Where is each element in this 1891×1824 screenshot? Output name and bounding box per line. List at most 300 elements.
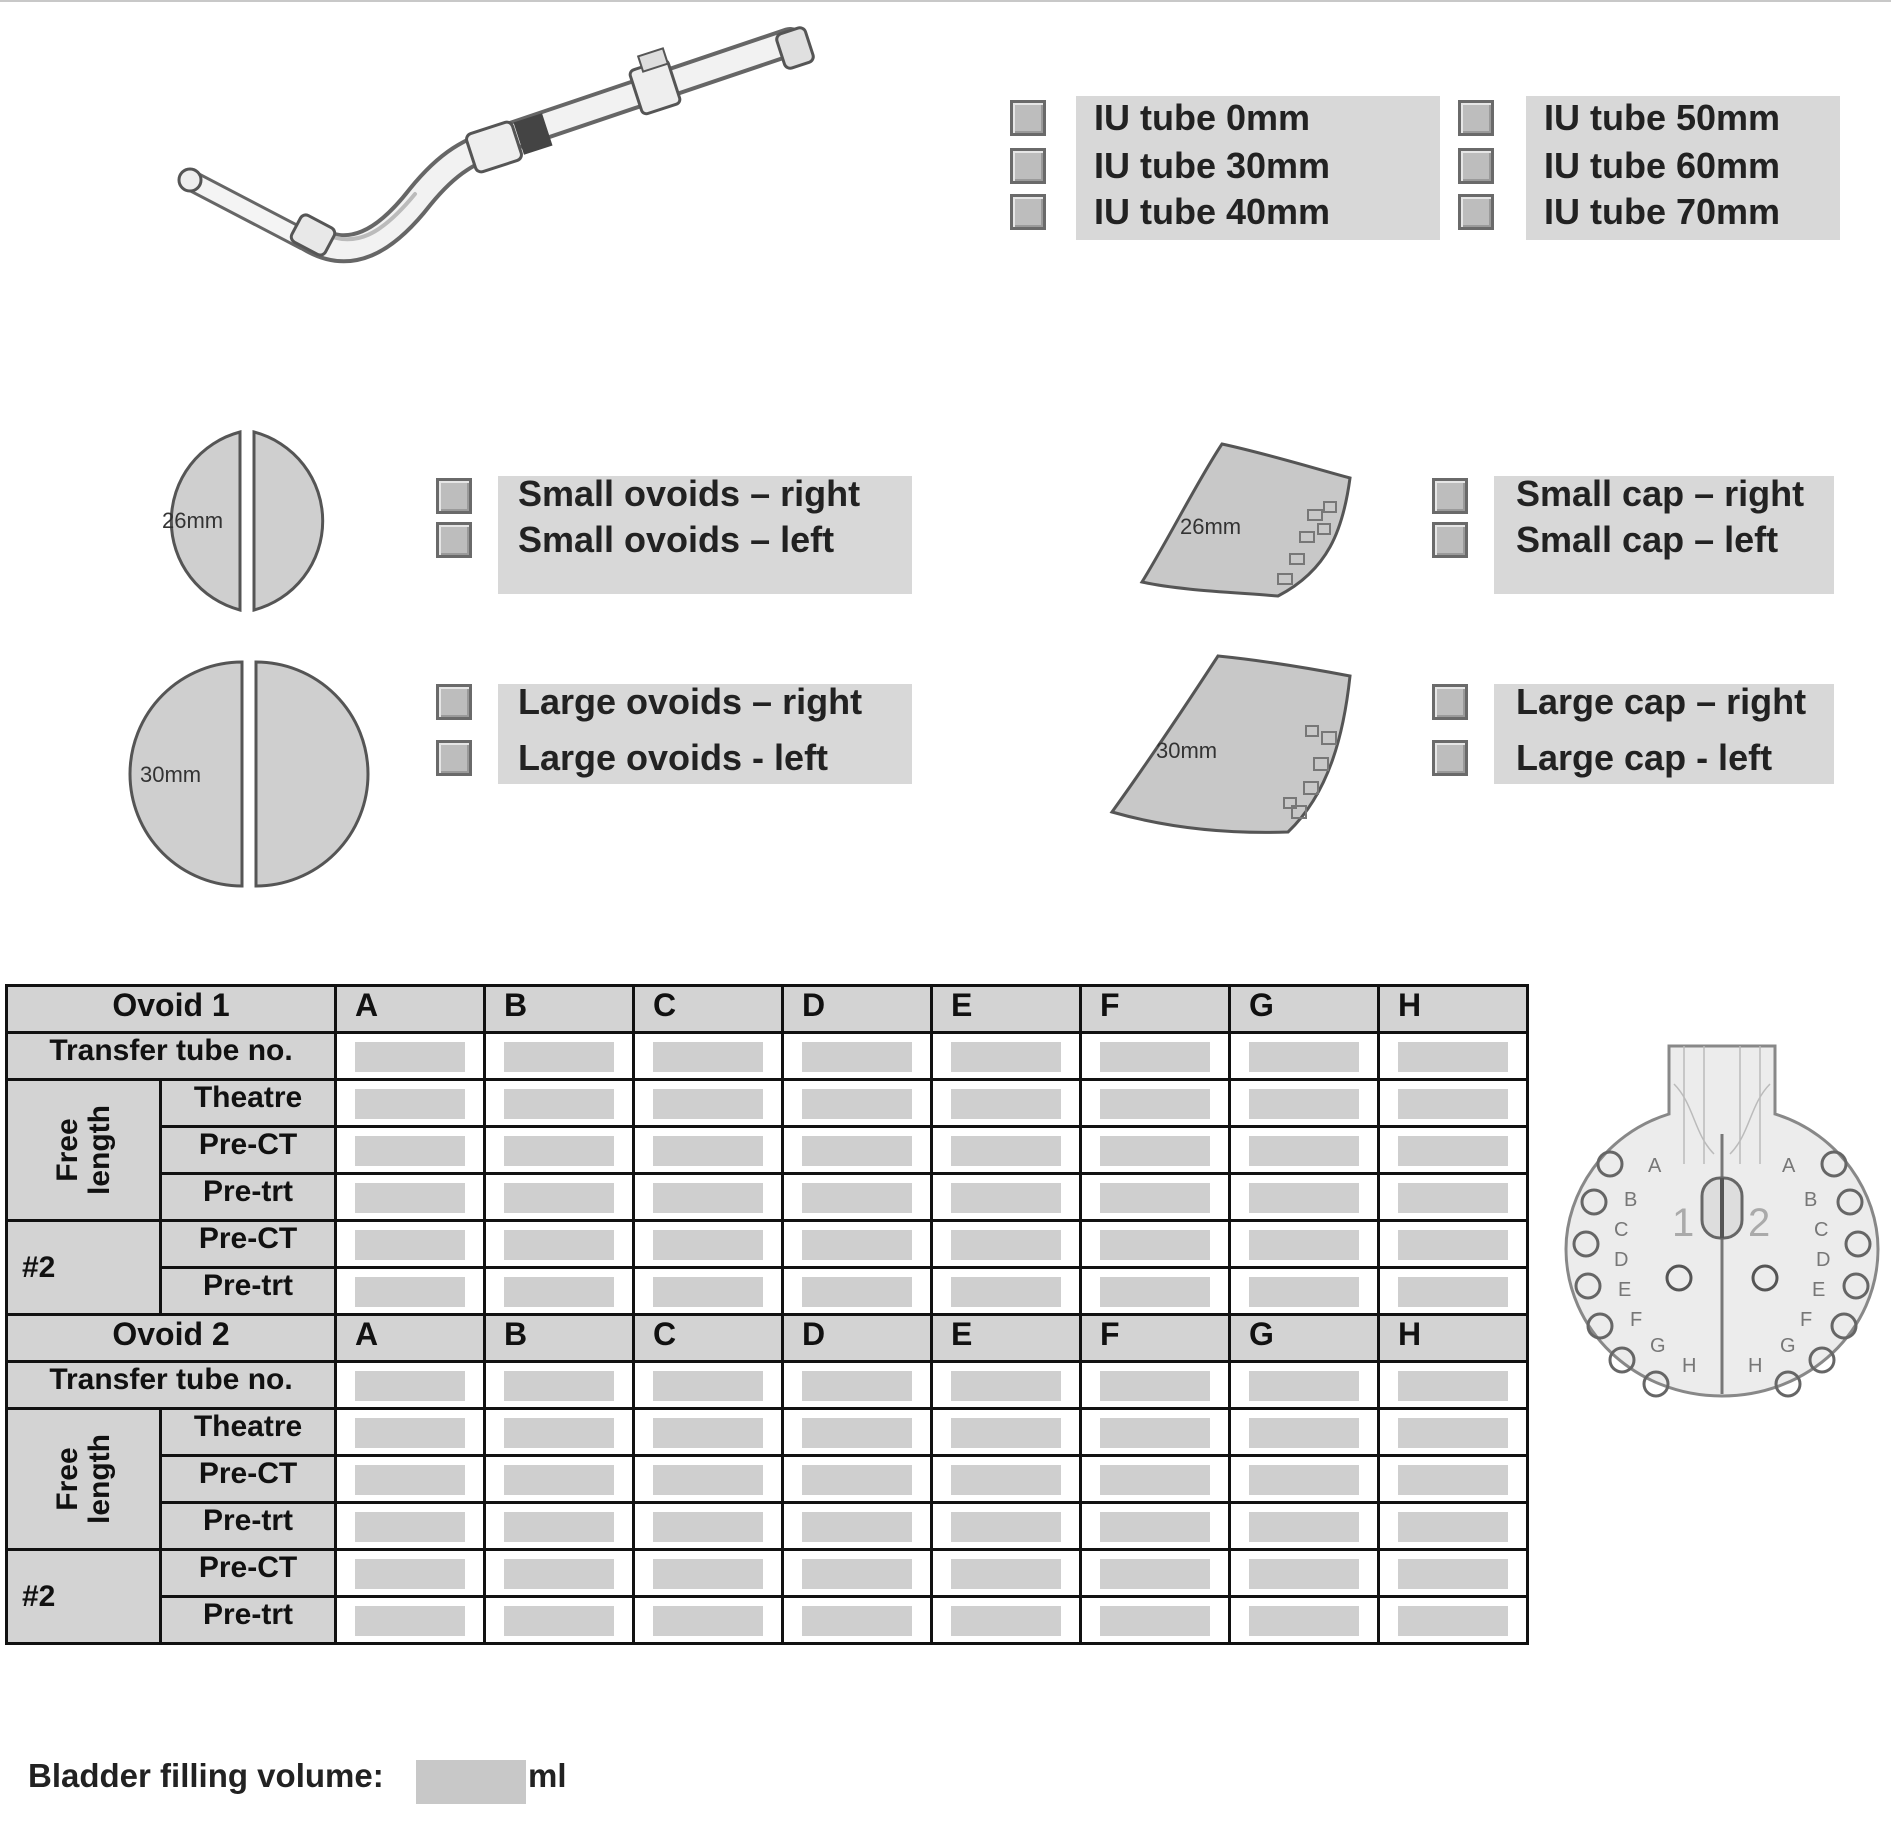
ovoid1-group2-2-input-a[interactable] [355, 1277, 465, 1307]
ovoid1-group2-2-cell-g [1230, 1268, 1379, 1315]
ovoid2-group2-2-cell-h [1379, 1597, 1528, 1644]
ovoid2-free-length-2-cell-h [1379, 1456, 1528, 1503]
ovoid2-transfer-row [7, 1362, 1528, 1409]
ovoid2-free-length-1-input-e[interactable] [951, 1418, 1061, 1448]
ovoid2-free-length-row [7, 1503, 1528, 1550]
template-letter-c-left: C [1614, 1219, 1629, 1241]
ovoid2-free-length-1-cell-g [1230, 1409, 1379, 1456]
small-cap-left-checkbox[interactable] [1432, 522, 1468, 558]
ovoid2-transfer-cell-a [336, 1362, 485, 1409]
ovoid2-transfer-input-a[interactable] [355, 1371, 465, 1401]
ovoid2-group2-1-input-c[interactable] [653, 1559, 763, 1589]
large-ovoids-right-label: Large ovoids – right [518, 681, 863, 722]
ovoid2-column-header-h: H [1379, 1315, 1528, 1362]
ovoid2-group2-label-text: #2 [22, 1579, 56, 1613]
ovoid1-free-length-1-input-h[interactable] [1398, 1089, 1508, 1119]
ovoid2-group2-1-cell-c [634, 1550, 783, 1597]
ovoid1-free-length-1-input-e[interactable] [951, 1089, 1061, 1119]
ovoid2-free-length-row-label: Theatre [161, 1409, 336, 1456]
template-letter-e-left: E [1618, 1279, 1632, 1301]
ovoid2-group2-2-input-g[interactable] [1249, 1606, 1359, 1636]
ovoid2-transfer-cell-g [1230, 1362, 1379, 1409]
ovoid1-free-length-2-cell-e [932, 1127, 1081, 1174]
ovoid2-free-length-2-input-a[interactable] [355, 1465, 465, 1495]
ovoid1-free-length-2-cell-h [1379, 1127, 1528, 1174]
ovoid1-column-header-h: H [1379, 986, 1528, 1033]
ovoid1-transfer-cell-f [1081, 1033, 1230, 1080]
ovoid2-group2-2-input-f[interactable] [1100, 1606, 1210, 1636]
ovoid1-free-length-1-cell-f [1081, 1080, 1230, 1127]
ovoid2-free-length-1-cell-c [634, 1409, 783, 1456]
ovoid1-transfer-label: Transfer tube no. [7, 1033, 336, 1080]
ovoid1-free-length-3-cell-e [932, 1174, 1081, 1221]
ovoid2-free-length-3-cell-a [336, 1503, 485, 1550]
ovoid2-group2-2-cell-a [336, 1597, 485, 1644]
ovoid1-free-length-3-input-a[interactable] [355, 1183, 465, 1213]
ovoid1-free-length-1-cell-d [783, 1080, 932, 1127]
ovoid2-free-length-3-cell-d [783, 1503, 932, 1550]
ovoid1-column-header-f: F [1081, 986, 1230, 1033]
ovoid1-group2-1-input-b[interactable] [504, 1230, 614, 1260]
ovoid1-free-length-row [7, 1080, 1528, 1127]
ovoid1-group2-row-label: Pre-trt [161, 1268, 336, 1315]
ovoid2-free-length-2-cell-f [1081, 1456, 1230, 1503]
ovoid1-group2-2-cell-a [336, 1268, 485, 1315]
ovoid2-free-length-1-cell-b [485, 1409, 634, 1456]
ovoid2-free-length-1-cell-f [1081, 1409, 1230, 1456]
ovoid1-transfer-input-c[interactable] [653, 1042, 763, 1072]
bladder-volume-unit: ml [528, 1757, 567, 1794]
ovoid1-group2-row [7, 1268, 1528, 1315]
ovoid1-transfer-input-a[interactable] [355, 1042, 465, 1072]
ovoid2-free-length-1-cell-d [783, 1409, 932, 1456]
ovoid2-group2-2-cell-c [634, 1597, 783, 1644]
ovoid1-free-length-1-input-f[interactable] [1100, 1089, 1210, 1119]
iu-tube-40mm-label: IU tube 40mm [1094, 191, 1331, 232]
iu-tube-30mm-checkbox[interactable] [1010, 148, 1046, 184]
ovoid2-transfer-cell-b [485, 1362, 634, 1409]
ovoid1-free-length-label [52, 1105, 116, 1195]
ovoid1-group2-row [7, 1221, 1528, 1268]
ovoid2-group2-1-input-a[interactable] [355, 1559, 465, 1589]
ovoid1-transfer-input-d[interactable] [802, 1042, 912, 1072]
ovoid2-transfer-input-g[interactable] [1249, 1371, 1359, 1401]
ovoid1-group2-2-cell-h [1379, 1268, 1528, 1315]
ovoid1-free-length-2-cell-f [1081, 1127, 1230, 1174]
ovoid2-free-length-group [7, 1409, 161, 1550]
ovoid2-transfer-input-e[interactable] [951, 1371, 1061, 1401]
ovoid2-free-length-row [7, 1409, 1528, 1456]
ovoid1-title: Ovoid 1 [7, 986, 336, 1033]
ovoid1-transfer-cell-h [1379, 1033, 1528, 1080]
ovoid1-free-length-row [7, 1127, 1528, 1174]
ovoid2-group2-1-cell-b [485, 1550, 634, 1597]
ovoid1-free-length-2-input-h[interactable] [1398, 1136, 1508, 1166]
ovoid1-free-length-2-input-f[interactable] [1100, 1136, 1210, 1166]
ovoid1-free-length-2-cell-a [336, 1127, 485, 1174]
ovoid2-free-length-2-cell-d [783, 1456, 932, 1503]
ovoid2-free-length-2-input-g[interactable] [1249, 1465, 1359, 1495]
ovoid1-free-length-2-cell-c [634, 1127, 783, 1174]
large-ovoids-left-label: Large ovoids - left [518, 737, 829, 778]
ovoid1-free-length-1-cell-e [932, 1080, 1081, 1127]
ovoid2-group2-2-cell-d [783, 1597, 932, 1644]
small-ovoids-right-label: Small ovoids – right [518, 473, 861, 514]
ovoid2-column-header-b: B [485, 1315, 634, 1362]
ovoid1-free-length-3-input-c[interactable] [653, 1183, 763, 1213]
ovoid2-group2-1-input-h[interactable] [1398, 1559, 1508, 1589]
ovoid1-free-length-1-cell-h [1379, 1080, 1528, 1127]
ovoid2-group2-1-cell-f [1081, 1550, 1230, 1597]
ovoid1-free-length-2-input-d[interactable] [802, 1136, 912, 1166]
ovoid1-column-header-a: A [336, 986, 485, 1033]
ovoid2-free-length-3-input-d[interactable] [802, 1512, 912, 1542]
ovoid2-free-length-1-input-a[interactable] [355, 1418, 465, 1448]
iu-tube-30mm-label: IU tube 30mm [1094, 145, 1331, 186]
small-cap-size-label: 26mm [1180, 514, 1242, 539]
ovoid1-group2-2-input-g[interactable] [1249, 1277, 1359, 1307]
ovoid2-free-length-2-cell-e [932, 1456, 1081, 1503]
ovoid2-free-length-1-cell-a [336, 1409, 485, 1456]
ovoid2-group2-1-cell-a [336, 1550, 485, 1597]
ovoid1-transfer-input-g[interactable] [1249, 1042, 1359, 1072]
ovoid2-group2-row-label: Pre-trt [161, 1597, 336, 1644]
iu-tube-70mm-checkbox[interactable] [1458, 194, 1494, 230]
ovoid1-free-length-2-cell-g [1230, 1127, 1379, 1174]
ovoid2-free-length-label-line: Free [50, 1447, 84, 1511]
ovoid2-free-length-3-input-h[interactable] [1398, 1512, 1508, 1542]
ovoid1-group2-1-cell-b [485, 1221, 634, 1268]
small-ovoid-size-label: 26mm [162, 508, 224, 533]
small-ovoids-right-checkbox[interactable] [436, 478, 472, 514]
template-letter-a-right: A [1782, 1155, 1796, 1177]
ovoid2-free-length-3-input-c[interactable] [653, 1512, 763, 1542]
ovoid2-group2-2-input-e[interactable] [951, 1606, 1061, 1636]
ovoid2-free-length-3-input-a[interactable] [355, 1512, 465, 1542]
small-ovoids-left-label: Small ovoids – left [518, 519, 835, 560]
ovoid1-transfer-input-f[interactable] [1100, 1042, 1210, 1072]
ovoid2-transfer-input-f[interactable] [1100, 1371, 1210, 1401]
bladder-volume-field[interactable] [416, 1760, 526, 1804]
ovoid1-free-length-2-input-a[interactable] [355, 1136, 465, 1166]
iu-tube-40mm-checkbox[interactable] [1010, 194, 1046, 230]
ovoid2-group2-1-input-d[interactable] [802, 1559, 912, 1589]
free-length-table [5, 984, 1529, 1645]
ovoid1-free-length-3-input-f[interactable] [1100, 1183, 1210, 1213]
template-letter-g-right: G [1780, 1335, 1796, 1357]
ovoid1-free-length-2-input-c[interactable] [653, 1136, 763, 1166]
ovoid1-free-length-3-cell-b [485, 1174, 634, 1221]
ovoid1-column-header-b: B [485, 986, 634, 1033]
bladder-volume-label: Bladder filling volume: [28, 1757, 384, 1794]
ovoid1-free-length-row-label: Pre-CT [161, 1127, 336, 1174]
template-number-2: 2 [1748, 1201, 1771, 1245]
ovoid1-group2-2-input-d[interactable] [802, 1277, 912, 1307]
ovoid1-group2-1-cell-g [1230, 1221, 1379, 1268]
ovoid1-group2-1-cell-a [336, 1221, 485, 1268]
ovoid2-transfer-cell-c [634, 1362, 783, 1409]
template-letter-d-left: D [1614, 1249, 1629, 1271]
ovoid2-free-length-3-input-b[interactable] [504, 1512, 614, 1542]
ovoid2-transfer-cell-e [932, 1362, 1081, 1409]
ovoid1-free-length-label-line: Free [50, 1118, 84, 1182]
ovoid2-free-length-2-cell-g [1230, 1456, 1379, 1503]
large-ovoid-size-label: 30mm [140, 762, 202, 787]
ovoid2-free-length-2-cell-c [634, 1456, 783, 1503]
ovoid2-free-length-row-label: Pre-trt [161, 1503, 336, 1550]
ovoid1-transfer-cell-g [1230, 1033, 1379, 1080]
ovoid2-column-header-a: A [336, 1315, 485, 1362]
large-ovoids-right-checkbox[interactable] [436, 684, 472, 720]
ovoid2-group2-row-label: Pre-CT [161, 1550, 336, 1597]
ovoid1-transfer-cell-c [634, 1033, 783, 1080]
ovoid1-group2-1-input-c[interactable] [653, 1230, 763, 1260]
ovoid2-transfer-cell-h [1379, 1362, 1528, 1409]
ovoid1-column-header-c: C [634, 986, 783, 1033]
ovoid2-transfer-input-b[interactable] [504, 1371, 614, 1401]
ovoid2-free-length-2-cell-a [336, 1456, 485, 1503]
ovoid1-free-length-1-input-d[interactable] [802, 1089, 912, 1119]
small-cap-right-label: Small cap – right [1516, 473, 1805, 514]
iu-tube-0mm-checkbox[interactable] [1010, 100, 1046, 136]
ovoid2-group2-1-input-e[interactable] [951, 1559, 1061, 1589]
ovoid1-free-length-3-input-h[interactable] [1398, 1183, 1508, 1213]
ovoid2-free-length-1-input-b[interactable] [504, 1418, 614, 1448]
ovoid2-transfer-input-d[interactable] [802, 1371, 912, 1401]
template-letter-h-left: H [1682, 1355, 1697, 1377]
ovoid2-free-length-3-input-f[interactable] [1100, 1512, 1210, 1542]
iu-tube-50mm-label: IU tube 50mm [1544, 97, 1781, 138]
ovoid2-group2-2-cell-f [1081, 1597, 1230, 1644]
ovoid1-free-length-1-input-g[interactable] [1249, 1089, 1359, 1119]
ovoid2-group2-1-cell-e [932, 1550, 1081, 1597]
ovoid1-group2-2-cell-e [932, 1268, 1081, 1315]
ovoid2-free-length-3-cell-h [1379, 1503, 1528, 1550]
template-letter-c-right: C [1814, 1219, 1829, 1241]
ovoid1-header-row [7, 986, 1528, 1033]
template-number-1: 1 [1672, 1201, 1695, 1245]
ovoid-template-diagram [1564, 1044, 1880, 1400]
ovoid1-free-length-2-input-g[interactable] [1249, 1136, 1359, 1166]
template-letter-b-right: B [1804, 1189, 1818, 1211]
ovoid2-group2-2-cell-b [485, 1597, 634, 1644]
ovoid2-free-length-2-cell-b [485, 1456, 634, 1503]
ovoid1-free-length-3-cell-g [1230, 1174, 1379, 1221]
ovoid2-free-length-1-input-d[interactable] [802, 1418, 912, 1448]
ovoid1-free-length-3-input-b[interactable] [504, 1183, 614, 1213]
ovoid2-free-length-3-input-g[interactable] [1249, 1512, 1359, 1542]
ovoid2-free-length-2-input-c[interactable] [653, 1465, 763, 1495]
ovoid1-group2-2-input-b[interactable] [504, 1277, 614, 1307]
ovoid2-free-length-1-input-f[interactable] [1100, 1418, 1210, 1448]
ovoid2-group2-2-input-d[interactable] [802, 1606, 912, 1636]
small-cap-right-checkbox[interactable] [1432, 478, 1468, 514]
ovoid1-group2-row-label: Pre-CT [161, 1221, 336, 1268]
iu-tube-50mm-checkbox[interactable] [1458, 100, 1494, 136]
ovoid1-group2-2-input-e[interactable] [951, 1277, 1061, 1307]
ovoid2-group2-1-cell-d [783, 1550, 932, 1597]
ovoid1-group2-1-cell-e [932, 1221, 1081, 1268]
template-letter-e-right: E [1812, 1279, 1826, 1301]
ovoid2-free-length-1-input-g[interactable] [1249, 1418, 1359, 1448]
ovoid2-header-row [7, 1315, 1528, 1362]
ovoid2-column-header-g: G [1230, 1315, 1379, 1362]
large-cap-size-label: 30mm [1156, 738, 1218, 763]
ovoid2-transfer-label: Transfer tube no. [7, 1362, 336, 1409]
ovoid2-group2-2-input-h[interactable] [1398, 1606, 1508, 1636]
ovoid1-transfer-input-b[interactable] [504, 1042, 614, 1072]
ovoid1-free-length-3-input-g[interactable] [1249, 1183, 1359, 1213]
template-letter-h-right: H [1748, 1355, 1763, 1377]
ovoid1-free-length-1-cell-b [485, 1080, 634, 1127]
large-ovoids-left-checkbox[interactable] [436, 740, 472, 776]
ovoid1-free-length-2-cell-b [485, 1127, 634, 1174]
ovoid1-free-length-3-cell-f [1081, 1174, 1230, 1221]
ovoid2-free-length-row [7, 1456, 1528, 1503]
small-cap-icon [1138, 440, 1358, 602]
ovoid1-transfer-input-e[interactable] [951, 1042, 1061, 1072]
ovoid1-free-length-3-input-d[interactable] [802, 1183, 912, 1213]
template-letter-f-right: F [1800, 1309, 1813, 1331]
ovoid1-group2-2-input-c[interactable] [653, 1277, 763, 1307]
ovoid2-column-header-d: D [783, 1315, 932, 1362]
ovoid2-free-length-1-cell-e [932, 1409, 1081, 1456]
ovoid1-free-length-3-cell-h [1379, 1174, 1528, 1221]
template-letter-a-left: A [1648, 1155, 1662, 1177]
ovoid1-group2-label-text: #2 [22, 1250, 56, 1284]
large-cap-icon [1108, 652, 1358, 838]
ovoid2-free-length-1-cell-h [1379, 1409, 1528, 1456]
small-cap-left-label: Small cap – left [1516, 519, 1779, 560]
ovoid1-column-header-g: G [1230, 986, 1379, 1033]
ovoid2-group2-2-input-a[interactable] [355, 1606, 465, 1636]
ovoid1-free-length-1-cell-c [634, 1080, 783, 1127]
iu-tube-0mm-label: IU tube 0mm [1094, 97, 1311, 138]
iu-tube-60mm-label: IU tube 60mm [1544, 145, 1781, 186]
ovoid2-column-header-e: E [932, 1315, 1081, 1362]
ovoid2-free-length-2-input-d[interactable] [802, 1465, 912, 1495]
ovoid2-free-length-2-input-b[interactable] [504, 1465, 614, 1495]
template-letter-g-left: G [1650, 1335, 1666, 1357]
ovoid1-free-length-2-cell-d [783, 1127, 932, 1174]
ovoid2-group2-1-input-f[interactable] [1100, 1559, 1210, 1589]
ovoid1-group2-2-cell-c [634, 1268, 783, 1315]
ovoid1-free-length-1-input-a[interactable] [355, 1089, 465, 1119]
large-cap-right-label: Large cap – right [1516, 681, 1807, 722]
ovoid2-free-length-3-cell-f [1081, 1503, 1230, 1550]
ovoid2-column-header-c: C [634, 1315, 783, 1362]
large-cap-left-label: Large cap - left [1516, 737, 1773, 778]
iu-tube-60mm-checkbox[interactable] [1458, 148, 1494, 184]
ovoid2-group2-2-cell-g [1230, 1597, 1379, 1644]
template-letter-d-right: D [1816, 1249, 1831, 1271]
ovoid1-group2-1-input-d[interactable] [802, 1230, 912, 1260]
ovoid1-group2-2-input-h[interactable] [1398, 1277, 1508, 1307]
ovoid2-transfer-cell-f [1081, 1362, 1230, 1409]
ovoid1-group2-label [7, 1221, 161, 1315]
ovoid2-group2-1-input-b[interactable] [504, 1559, 614, 1589]
ovoid2-group2-2-input-b[interactable] [504, 1606, 614, 1636]
ovoid1-column-header-e: E [932, 986, 1081, 1033]
ovoid2-transfer-input-c[interactable] [653, 1371, 763, 1401]
ovoid1-group2-1-cell-d [783, 1221, 932, 1268]
ovoid2-title: Ovoid 2 [7, 1315, 336, 1362]
iu-tube-70mm-label: IU tube 70mm [1544, 191, 1781, 232]
template-letter-f-left: F [1630, 1309, 1643, 1331]
ovoid2-free-length-3-input-e[interactable] [951, 1512, 1061, 1542]
ovoid2-free-length-label-line: length [82, 1434, 116, 1524]
ovoid2-free-length-3-cell-c [634, 1503, 783, 1550]
ovoid1-free-length-3-input-e[interactable] [951, 1183, 1061, 1213]
ovoid2-transfer-input-h[interactable] [1398, 1371, 1508, 1401]
ovoid2-transfer-cell-d [783, 1362, 932, 1409]
intrauterine-applicator-icon [170, 22, 820, 282]
ovoid2-free-length-2-input-f[interactable] [1100, 1465, 1210, 1495]
ovoid1-transfer-row [7, 1033, 1528, 1080]
ovoid1-free-length-1-cell-a [336, 1080, 485, 1127]
ovoid1-transfer-input-h[interactable] [1398, 1042, 1508, 1072]
ovoid1-group2-1-cell-f [1081, 1221, 1230, 1268]
ovoid1-free-length-1-input-c[interactable] [653, 1089, 763, 1119]
ovoid1-group2-1-input-a[interactable] [355, 1230, 465, 1260]
ovoid2-group2-row [7, 1550, 1528, 1597]
ovoid1-free-length-2-input-b[interactable] [504, 1136, 614, 1166]
ovoid1-group2-2-cell-b [485, 1268, 634, 1315]
ovoid1-free-length-1-input-b[interactable] [504, 1089, 614, 1119]
ovoid1-transfer-cell-e [932, 1033, 1081, 1080]
ovoid1-free-length-3-cell-d [783, 1174, 932, 1221]
ovoid1-group2-1-input-g[interactable] [1249, 1230, 1359, 1260]
ovoid1-group2-2-cell-d [783, 1268, 932, 1315]
ovoid2-group2-1-input-g[interactable] [1249, 1559, 1359, 1589]
ovoid2-free-length-3-cell-b [485, 1503, 634, 1550]
ovoid1-group2-1-cell-c [634, 1221, 783, 1268]
ovoid2-free-length-2-input-e[interactable] [951, 1465, 1061, 1495]
ovoid1-group2-1-input-f[interactable] [1100, 1230, 1210, 1260]
ovoid2-free-length-1-input-h[interactable] [1398, 1418, 1508, 1448]
ovoid2-free-length-label [52, 1434, 116, 1524]
ovoid2-column-header-f: F [1081, 1315, 1230, 1362]
small-ovoids-left-checkbox[interactable] [436, 522, 472, 558]
ovoid1-transfer-cell-a [336, 1033, 485, 1080]
ovoid1-free-length-2-input-e[interactable] [951, 1136, 1061, 1166]
ovoid1-transfer-cell-b [485, 1033, 634, 1080]
ovoid1-group2-1-input-e[interactable] [951, 1230, 1061, 1260]
ovoid1-group2-2-input-f[interactable] [1100, 1277, 1210, 1307]
ovoid2-free-length-3-cell-g [1230, 1503, 1379, 1550]
ovoid2-free-length-2-input-h[interactable] [1398, 1465, 1508, 1495]
ovoid1-transfer-cell-d [783, 1033, 932, 1080]
ovoid1-free-length-3-cell-a [336, 1174, 485, 1221]
ovoid1-group2-1-input-h[interactable] [1398, 1230, 1508, 1260]
ovoid2-group2-1-cell-h [1379, 1550, 1528, 1597]
ovoid1-group2-1-cell-h [1379, 1221, 1528, 1268]
ovoid1-free-length-label-line: length [82, 1105, 116, 1195]
ovoid2-free-length-1-input-c[interactable] [653, 1418, 763, 1448]
ovoid2-group2-2-input-c[interactable] [653, 1606, 763, 1636]
ovoid2-group2-row [7, 1597, 1528, 1644]
ovoid1-free-length-row-label: Pre-trt [161, 1174, 336, 1221]
ovoid2-free-length-3-cell-e [932, 1503, 1081, 1550]
large-cap-right-checkbox[interactable] [1432, 684, 1468, 720]
large-cap-left-checkbox[interactable] [1432, 740, 1468, 776]
ovoid2-group2-1-cell-g [1230, 1550, 1379, 1597]
ovoid1-free-length-row-label: Theatre [161, 1080, 336, 1127]
ovoid1-column-header-d: D [783, 986, 932, 1033]
ovoid2-group2-2-cell-e [932, 1597, 1081, 1644]
ovoid1-free-length-group [7, 1080, 161, 1221]
ovoid1-free-length-3-cell-c [634, 1174, 783, 1221]
